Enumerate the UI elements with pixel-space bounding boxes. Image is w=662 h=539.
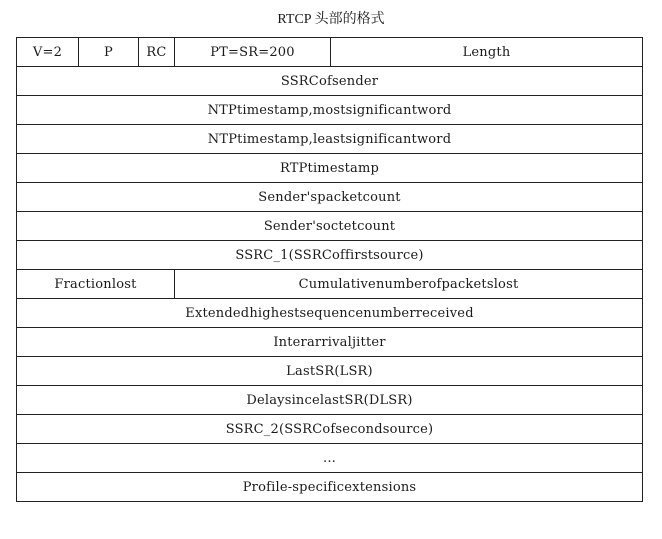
field-delay-since-last-sr: DelaysincelastSR(DLSR)	[17, 386, 643, 415]
field-interarrival-jitter: Interarrivaljitter	[17, 328, 643, 357]
version-cell: V=2	[17, 38, 79, 67]
packet-type-cell: PT=SR=200	[175, 38, 331, 67]
field-ssrc-2: SSRC_2(SSRCofsecondsource)	[17, 415, 643, 444]
field-sender-packet-count: Sender'spacketcount	[17, 183, 643, 212]
field-ellipsis: ...	[17, 444, 643, 473]
field-profile-extensions: Profile-specificextensions	[17, 473, 643, 502]
fraction-row	[17, 270, 643, 299]
field-ntp-timestamp-lsw: NTPtimestamp,leastsignificantword	[17, 125, 643, 154]
field-ssrc-of-sender: SSRCofsender	[17, 67, 643, 96]
field-fraction-lost: Fractionlost	[17, 270, 175, 299]
padding-cell: P	[79, 38, 139, 67]
rtcp-header-table	[16, 37, 642, 502]
length-cell: Length	[331, 38, 643, 67]
diagram-title: RTCP 头部的格式	[277, 12, 385, 27]
field-cumulative-packets-lost: Cumulativenumberofpacketslost	[175, 270, 643, 299]
field-sender-octet-count: Sender'soctetcount	[17, 212, 643, 241]
report-count-cell: RC	[139, 38, 175, 67]
field-ntp-timestamp-msw: NTPtimestamp,mostsignificantword	[17, 96, 643, 125]
header-row	[17, 38, 643, 67]
field-rtp-timestamp: RTPtimestamp	[17, 154, 643, 183]
field-last-sr: LastSR(LSR)	[17, 357, 643, 386]
field-ssrc-1: SSRC_1(SSRCoffirstsource)	[17, 241, 643, 270]
field-extended-highest-seq: Extendedhighestsequencenumberreceived	[17, 299, 643, 328]
